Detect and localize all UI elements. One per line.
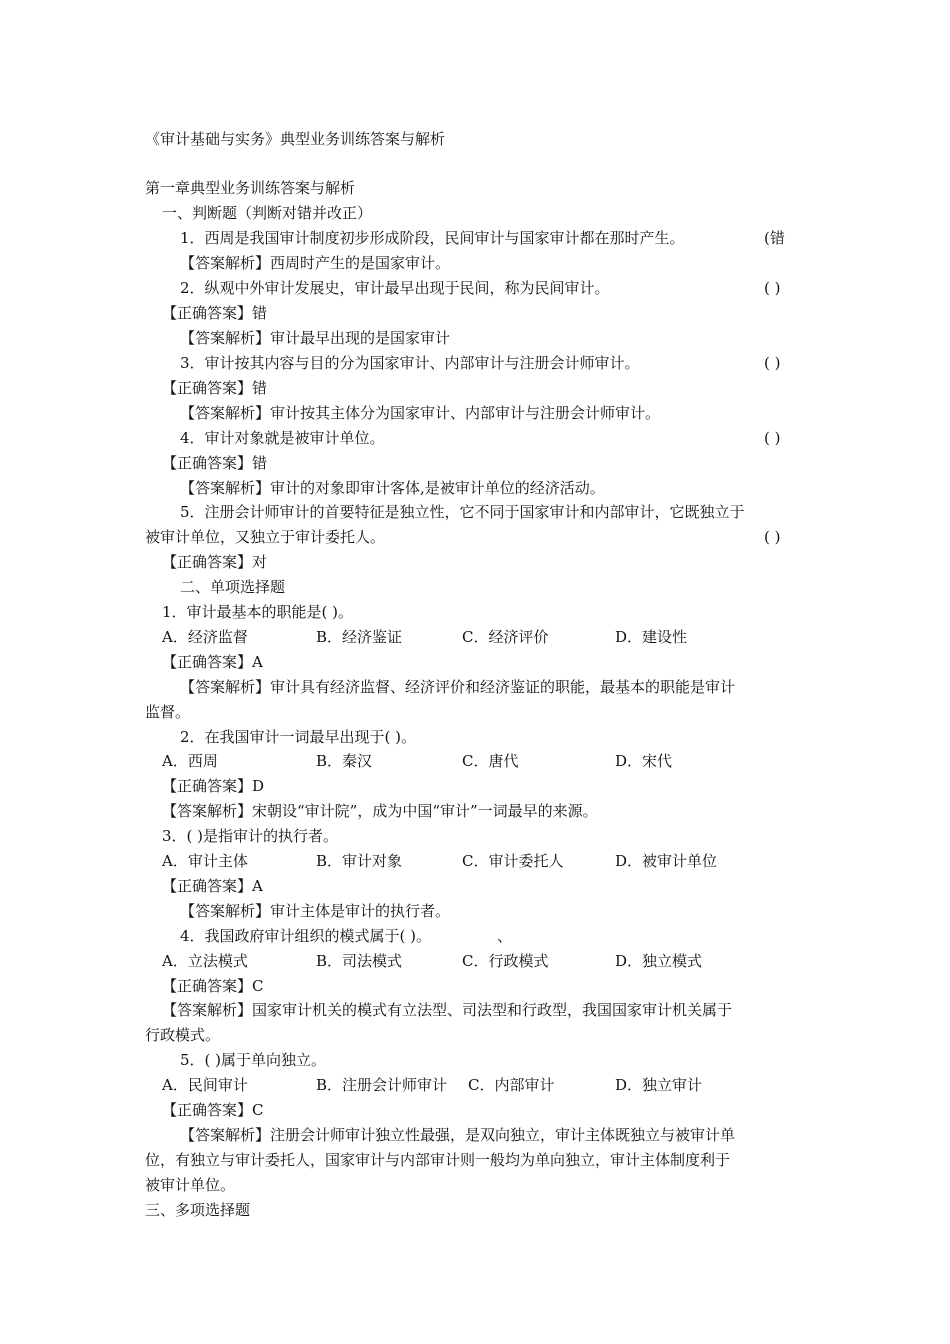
section-heading-multiple-choice: 三、多项选择题 [145, 1201, 251, 1219]
tf-answer-4: 【正确答案】错 [162, 454, 268, 472]
sc-explanation-3: 【答案解析】审计主体是审计的执行者。 [180, 902, 451, 920]
section-heading-single-choice: 二、单项选择题 [180, 578, 286, 596]
tf-question-4: 4．审计对象就是被审计单位。 [180, 429, 385, 447]
sc-explanation-5-line3: 被审计单位。 [145, 1176, 236, 1194]
tf-answer-3: 【正确答案】错 [162, 379, 268, 397]
sc-5-option-a: A．民间审计 [162, 1076, 248, 1094]
document-title: 《审计基础与实务》典型业务训练答案与解析 [145, 130, 446, 148]
sc-answer-3: 【正确答案】A [162, 877, 263, 895]
sc-question-4: 4．我国政府审计组织的模式属于( )。 [180, 927, 432, 945]
tf-question-5-line1: 5．注册会计师审计的首要特征是独立性，它不同于国家审计和内部审计，它既独立于 [180, 503, 745, 521]
sc-3-option-b: B．审计对象 [316, 852, 403, 870]
tf-question-3: 3．审计按其内容与目的分为国家审计、内部审计与注册会计师审计。 [180, 354, 640, 372]
sc-2-option-a: A．西周 [162, 752, 218, 770]
tf-answer-mark-4: ( ) [764, 429, 781, 447]
sc-answer-5: 【正确答案】C [162, 1101, 264, 1119]
sc-3-option-c: C．审计委托人 [462, 852, 564, 870]
tf-explanation-3: 【答案解析】审计按其主体分为国家审计、内部审计与注册会计师审计。 [180, 404, 661, 422]
sc-question-3: 3．( )是指审计的执行者。 [162, 827, 339, 845]
tf-explanation-2: 【答案解析】审计最早出现的是国家审计 [180, 329, 451, 347]
tf-answer-mark-3: ( ) [764, 354, 781, 372]
tf-answer-mark-1: (错 [764, 229, 785, 247]
section-heading-true-false: 一、判断题（判断对错并改正） [162, 204, 373, 222]
sc-4-option-a: A．立法模式 [162, 952, 248, 970]
sc-1-option-b: B．经济鉴证 [316, 628, 403, 646]
sc-4-option-c: C．行政模式 [462, 952, 549, 970]
tf-answer-5: 【正确答案】对 [162, 553, 268, 571]
sc-explanation-4-line2: 行政模式。 [145, 1026, 221, 1044]
tf-question-1: 1．西周是我国审计制度初步形成阶段，民间审计与国家审计都在那时产生。 [180, 229, 685, 247]
sc-explanation-1-line2: 监督。 [145, 703, 191, 721]
sc-1-option-d: D．建设性 [615, 628, 688, 646]
sc-question-1: 1．审计最基本的职能是( )。 [162, 603, 354, 621]
sc-2-option-d: D．宋代 [615, 752, 673, 770]
sc-answer-4: 【正确答案】C [162, 977, 264, 995]
tf-answer-mark-5: ( ) [764, 528, 781, 546]
sc-3-option-a: A．审计主体 [162, 852, 248, 870]
sc-1-option-a: A．经济监督 [162, 628, 248, 646]
sc-4-option-d: D．独立模式 [615, 952, 703, 970]
sc-2-option-c: C．唐代 [462, 752, 519, 770]
sc-explanation-4-line1: 【答案解析】国家审计机关的模式有立法型、司法型和行政型，我国国家审计机关属于 [162, 1001, 733, 1019]
sc-answer-1: 【正确答案】A [162, 653, 263, 671]
sc-1-option-c: C．经济评价 [462, 628, 549, 646]
sc-explanation-5-line2: 位，有独立与审计委托人，国家审计与内部审计则一般均为单向独立，审计主体制度利于 [145, 1151, 731, 1169]
sc-5-option-d: D．独立审计 [615, 1076, 703, 1094]
tf-question-2: 2．纵观中外审计发展史，审计最早出现于民间，称为民间审计。 [180, 279, 610, 297]
sc-question-4-mark: 、 [497, 927, 513, 945]
sc-4-option-b: B．司法模式 [316, 952, 403, 970]
sc-explanation-5-line1: 【答案解析】注册会计师审计独立性最强，是双向独立，审计主体既独立与被审计单 [180, 1126, 736, 1144]
sc-question-2: 2．在我国审计一词最早出现于( )。 [180, 728, 417, 746]
tf-explanation-1: 【答案解析】西周时产生的是国家审计。 [180, 254, 451, 272]
sc-explanation-1-line1: 【答案解析】审计具有经济监督、经济评价和经济鉴证的职能，最基本的职能是审计 [180, 678, 736, 696]
sc-question-5: 5．( )属于单向独立。 [180, 1051, 327, 1069]
sc-5-option-c: C．内部审计 [468, 1076, 555, 1094]
tf-answer-2: 【正确答案】错 [162, 304, 268, 322]
tf-question-5-line2: 被审计单位，又独立于审计委托人。 [145, 528, 386, 546]
tf-answer-mark-2: ( ) [764, 279, 781, 297]
sc-3-option-d: D．被审计单位 [615, 852, 718, 870]
sc-2-option-b: B．秦汉 [316, 752, 373, 770]
sc-5-option-b: B．注册会计师审计 [316, 1076, 448, 1094]
tf-explanation-4: 【答案解析】审计的对象即审计客体,是被审计单位的经济活动。 [180, 479, 605, 497]
sc-explanation-2: 【答案解析】宋朝设“审计院”，成为中国“审计”一词最早的来源。 [162, 802, 598, 820]
chapter-heading: 第一章典型业务训练答案与解析 [145, 179, 356, 197]
sc-answer-2: 【正确答案】D [162, 777, 265, 795]
